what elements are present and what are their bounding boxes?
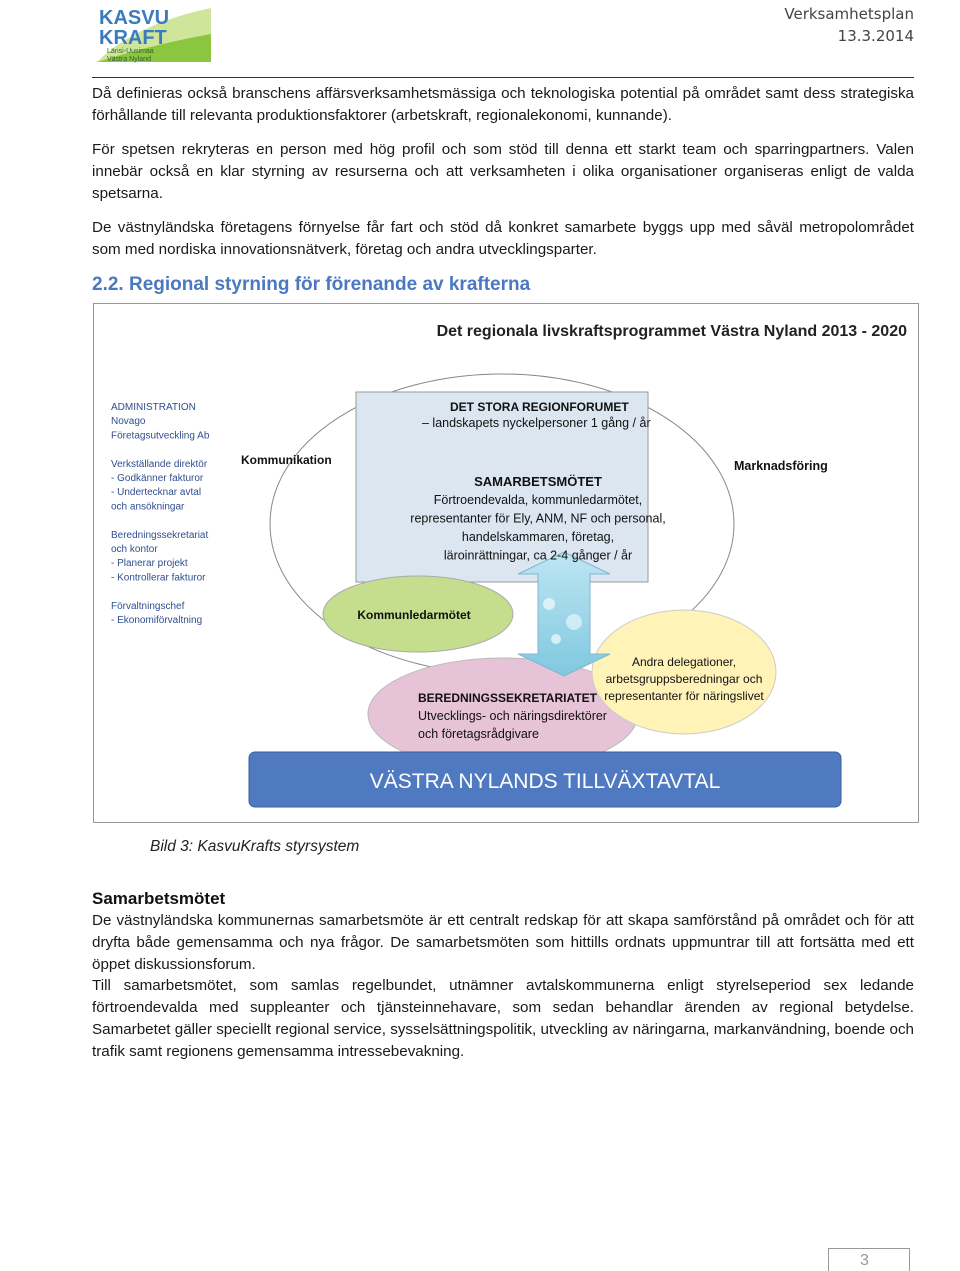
figure-caption: Bild 3: KasvuKrafts styrsystem [150, 838, 360, 855]
admin-line: Verkställande direktör [111, 458, 208, 470]
admin-line: - Godkänner fakturor [111, 473, 204, 484]
marknadsforing-label: Marknadsföring [734, 459, 828, 473]
admin-line: och kontor [111, 544, 158, 555]
admin-line: - Ekonomiförvaltning [111, 615, 203, 626]
kommunledarmotet-label: Kommunledarmötet [357, 608, 471, 622]
paragraph-4: De västnyländska kommunernas samarbetsmöte är ett centralt redskap för att skapa samförstånd på området och för att dryfta både gemensamma och nya frågor. De samarbetsmöten som hittills ordnats uppmuntrar till att fortsätta med ett öppet diskussionsforum. [92, 912, 914, 973]
logo-text-4: Västra Nyland [107, 56, 151, 63]
forum-subtitle: – landskapets nyckelpersoner 1 gång / år [422, 416, 651, 430]
admin-line: - Planerar projekt [111, 558, 188, 570]
admin-line: - Kontrollerar fakturor [111, 572, 206, 584]
paragraph-1: Då definieras också branschens affärsverksamhetsmässiga och teknologiska potential på området samt dess strategiska förhållande till relevanta produktionsfaktorer (arbetskraft, regionalekonomi, kunnande). [92, 85, 914, 124]
page-number-box [828, 1248, 910, 1271]
governance-diagram [93, 303, 919, 823]
beredning-line: Utvecklings- och näringsdirektörer [418, 709, 607, 723]
doc-date: 13.3.2014 [837, 27, 914, 45]
samarbete-line: Förtroendevalda, kommunledarmötet, [433, 493, 643, 507]
samarbete-title: SAMARBETSMÖTET [474, 474, 602, 489]
beredning-line: och företagsrådgivare [418, 727, 539, 741]
banner-text: VÄSTRA NYLANDS TILLVÄXTAVTAL [369, 770, 721, 793]
paragraph-5: Till samarbetsmötet, som samlas regelbundet, utnämner avtalskommunerna enligt styrelseperiod sex ledande förtroendevalda med suppleanter och tjänsteinnehavare, som sedan behandlar ärenden av regional betydelse. Samarbetet gäller speciellt regional service, sysselsättningspolitik, utveckling av näringarna, markanvändning, boende och trafik samt regionens gemensamma intressebevakning. [92, 977, 914, 1060]
admin-line: - Undertecknar avtal [111, 487, 202, 499]
logo-text-1: KASVU [99, 7, 170, 29]
andra-line: arbetsgruppsberedningar och [605, 672, 763, 686]
section-heading: 2.2. Regional styrning för förenande av krafterna [92, 274, 531, 295]
admin-line: Företagsutveckling Ab [111, 430, 210, 442]
kasvukraft-logo [95, 4, 213, 64]
beredning-title: BEREDNINGSSEKRETARIATET [418, 691, 597, 705]
logo-text-3: Länsi-Uusimaa [107, 48, 154, 55]
paragraph-2: För spetsen rekryteras en person med hög profil och som stöd till denna ett starkt team och sparringpartners. Valen innebär också en klar styrning av resurserna och att verksamheten i olika organisationer organiseras enligt de valda spetsarna. [92, 141, 914, 202]
samarbete-line: handelskammaren, företag, [461, 530, 615, 544]
doc-title: Verksamhetsplan [784, 5, 914, 23]
logo-text-2: KRAFT [99, 27, 167, 49]
admin-line: Beredningssekretariat [111, 529, 209, 541]
admin-line: Novago [111, 416, 146, 428]
page-number: 3 [860, 1252, 869, 1269]
subheading-samarbetsmotet: Samarbetsmötet [92, 889, 226, 908]
andra-line: Andra delegationer, [631, 655, 737, 669]
header-divider [92, 77, 914, 78]
paragraph-3: De västnyländska företagens förnyelse får fart och stöd då konkret samarbete byggs upp med såväl metropolområdet som med nordiska innovationsnätverk, företag och andra utvecklingsparter. [92, 219, 914, 258]
diagram-title: Det regionala livskraftsprogrammet Västra Nyland 2013 - 2020 [436, 323, 907, 340]
kommunikation-label: Kommunikation [241, 453, 332, 467]
samarbete-line: representanter för Ely, ANM, NF och personal, [410, 511, 666, 526]
admin-line: Förvaltningschef [111, 600, 185, 612]
andra-line: representanter för näringslivet [604, 689, 764, 703]
samarbete-line: läroinrättningar, ca 2-4 gånger / år [443, 548, 633, 563]
admin-line: och ansökningar [111, 501, 185, 513]
admin-line: ADMINISTRATION [111, 402, 196, 413]
forum-title: DET STORA REGIONFORUMET [450, 400, 629, 414]
